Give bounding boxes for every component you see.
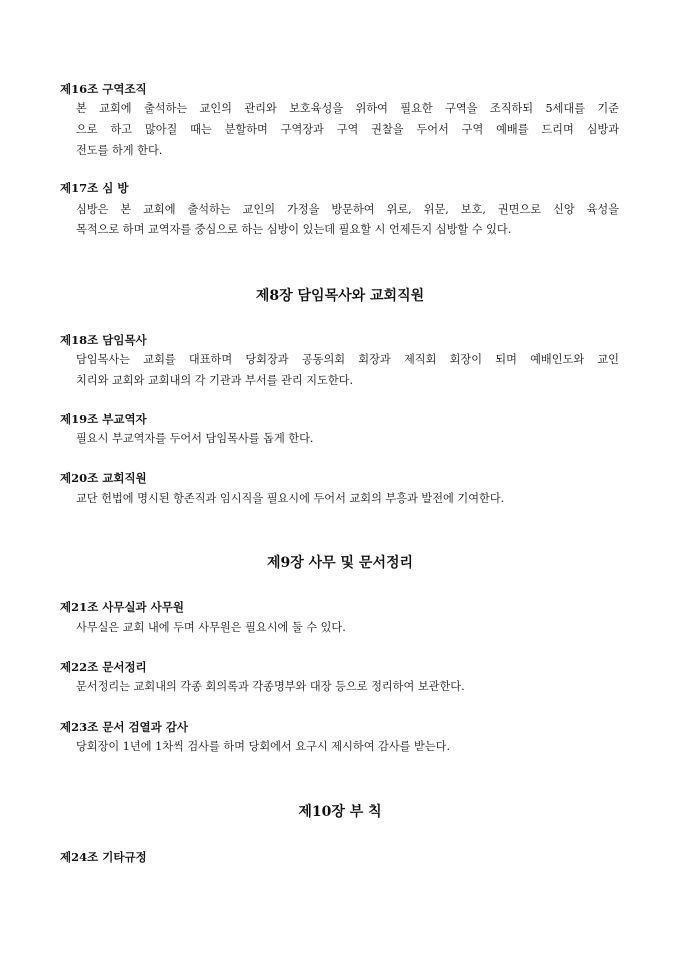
- article-16-line-3: 전도를 하게 한다.: [76, 144, 163, 157]
- article-17-line-1: 심방은 본 교회에 출석하는 교인의 가정을 방문하여 위로, 위문, 보호, 권면으로 신앙 육성을: [76, 203, 619, 216]
- article-19-line-1: 필요시 부교역자를 두어서 담임목사를 돕게 한다.: [76, 432, 314, 445]
- article-24-title: 제24조 기타규정: [60, 850, 147, 864]
- article-23-title: 제23조 문서 검열과 감사: [60, 720, 188, 734]
- article-20-line-1: 교단 헌법에 명시된 항존직과 임시직을 필요시에 두어서 교회의 부흥과 발전에 기여한다.: [76, 492, 505, 505]
- article-18-line-1: 담임목사는 교회를 대표하며 당회장과 공동의회 회장과 제직회 회장이 되며 예배인도와 교인: [76, 353, 619, 366]
- chapter-10-title: 제10장 부 칙: [298, 804, 382, 820]
- article-21-title: 제21조 사무실과 사무원: [60, 600, 184, 614]
- article-21-line-1: 사무실은 교회 내에 두며 사무원은 필요시에 둘 수 있다.: [76, 621, 346, 634]
- article-17-title: 제17조 심 방: [60, 181, 129, 195]
- chapter-8-title: 제8장 담임목사와 교회직원: [255, 288, 425, 304]
- article-20-title: 제20조 교회직원: [60, 471, 147, 485]
- article-17-line-2: 목적으로 하며 교역자를 중심으로 하는 심방이 있는데 필요할 시 언제든지 심방할 수 있다.: [76, 223, 512, 236]
- article-16-title: 제16조 구역조직: [60, 82, 147, 96]
- chapter-9-title: 제9장 사무 및 문서정리: [266, 555, 414, 571]
- article-16-line-2: 으로 하고 많아질 때는 분할하며 구역장과 구역 권찰을 두어서 구역 예배를 드리며 심방과: [76, 123, 619, 136]
- article-18-line-2: 치리와 교회와 교회내의 각 기관과 부서를 관리 지도한다.: [76, 374, 354, 387]
- article-16-line-1: 본 교회에 출석하는 교인의 관리와 보호육성을 위하여 필요한 구역을 조직하되 5세대를 기준: [76, 102, 619, 115]
- article-19-title: 제19조 부교역자: [60, 412, 147, 426]
- article-22-line-1: 문서정리는 교회내의 각종 회의록과 각종명부와 대장 등으로 정리하여 보관한다.: [76, 680, 465, 693]
- article-22-title: 제22조 문서정리: [60, 660, 147, 674]
- article-23-line-1: 당회장이 1년에 1차씩 검사를 하며 당회에서 요구시 제시하여 감사를 받는다.: [76, 740, 451, 753]
- article-18-title: 제18조 담임목사: [60, 333, 147, 347]
